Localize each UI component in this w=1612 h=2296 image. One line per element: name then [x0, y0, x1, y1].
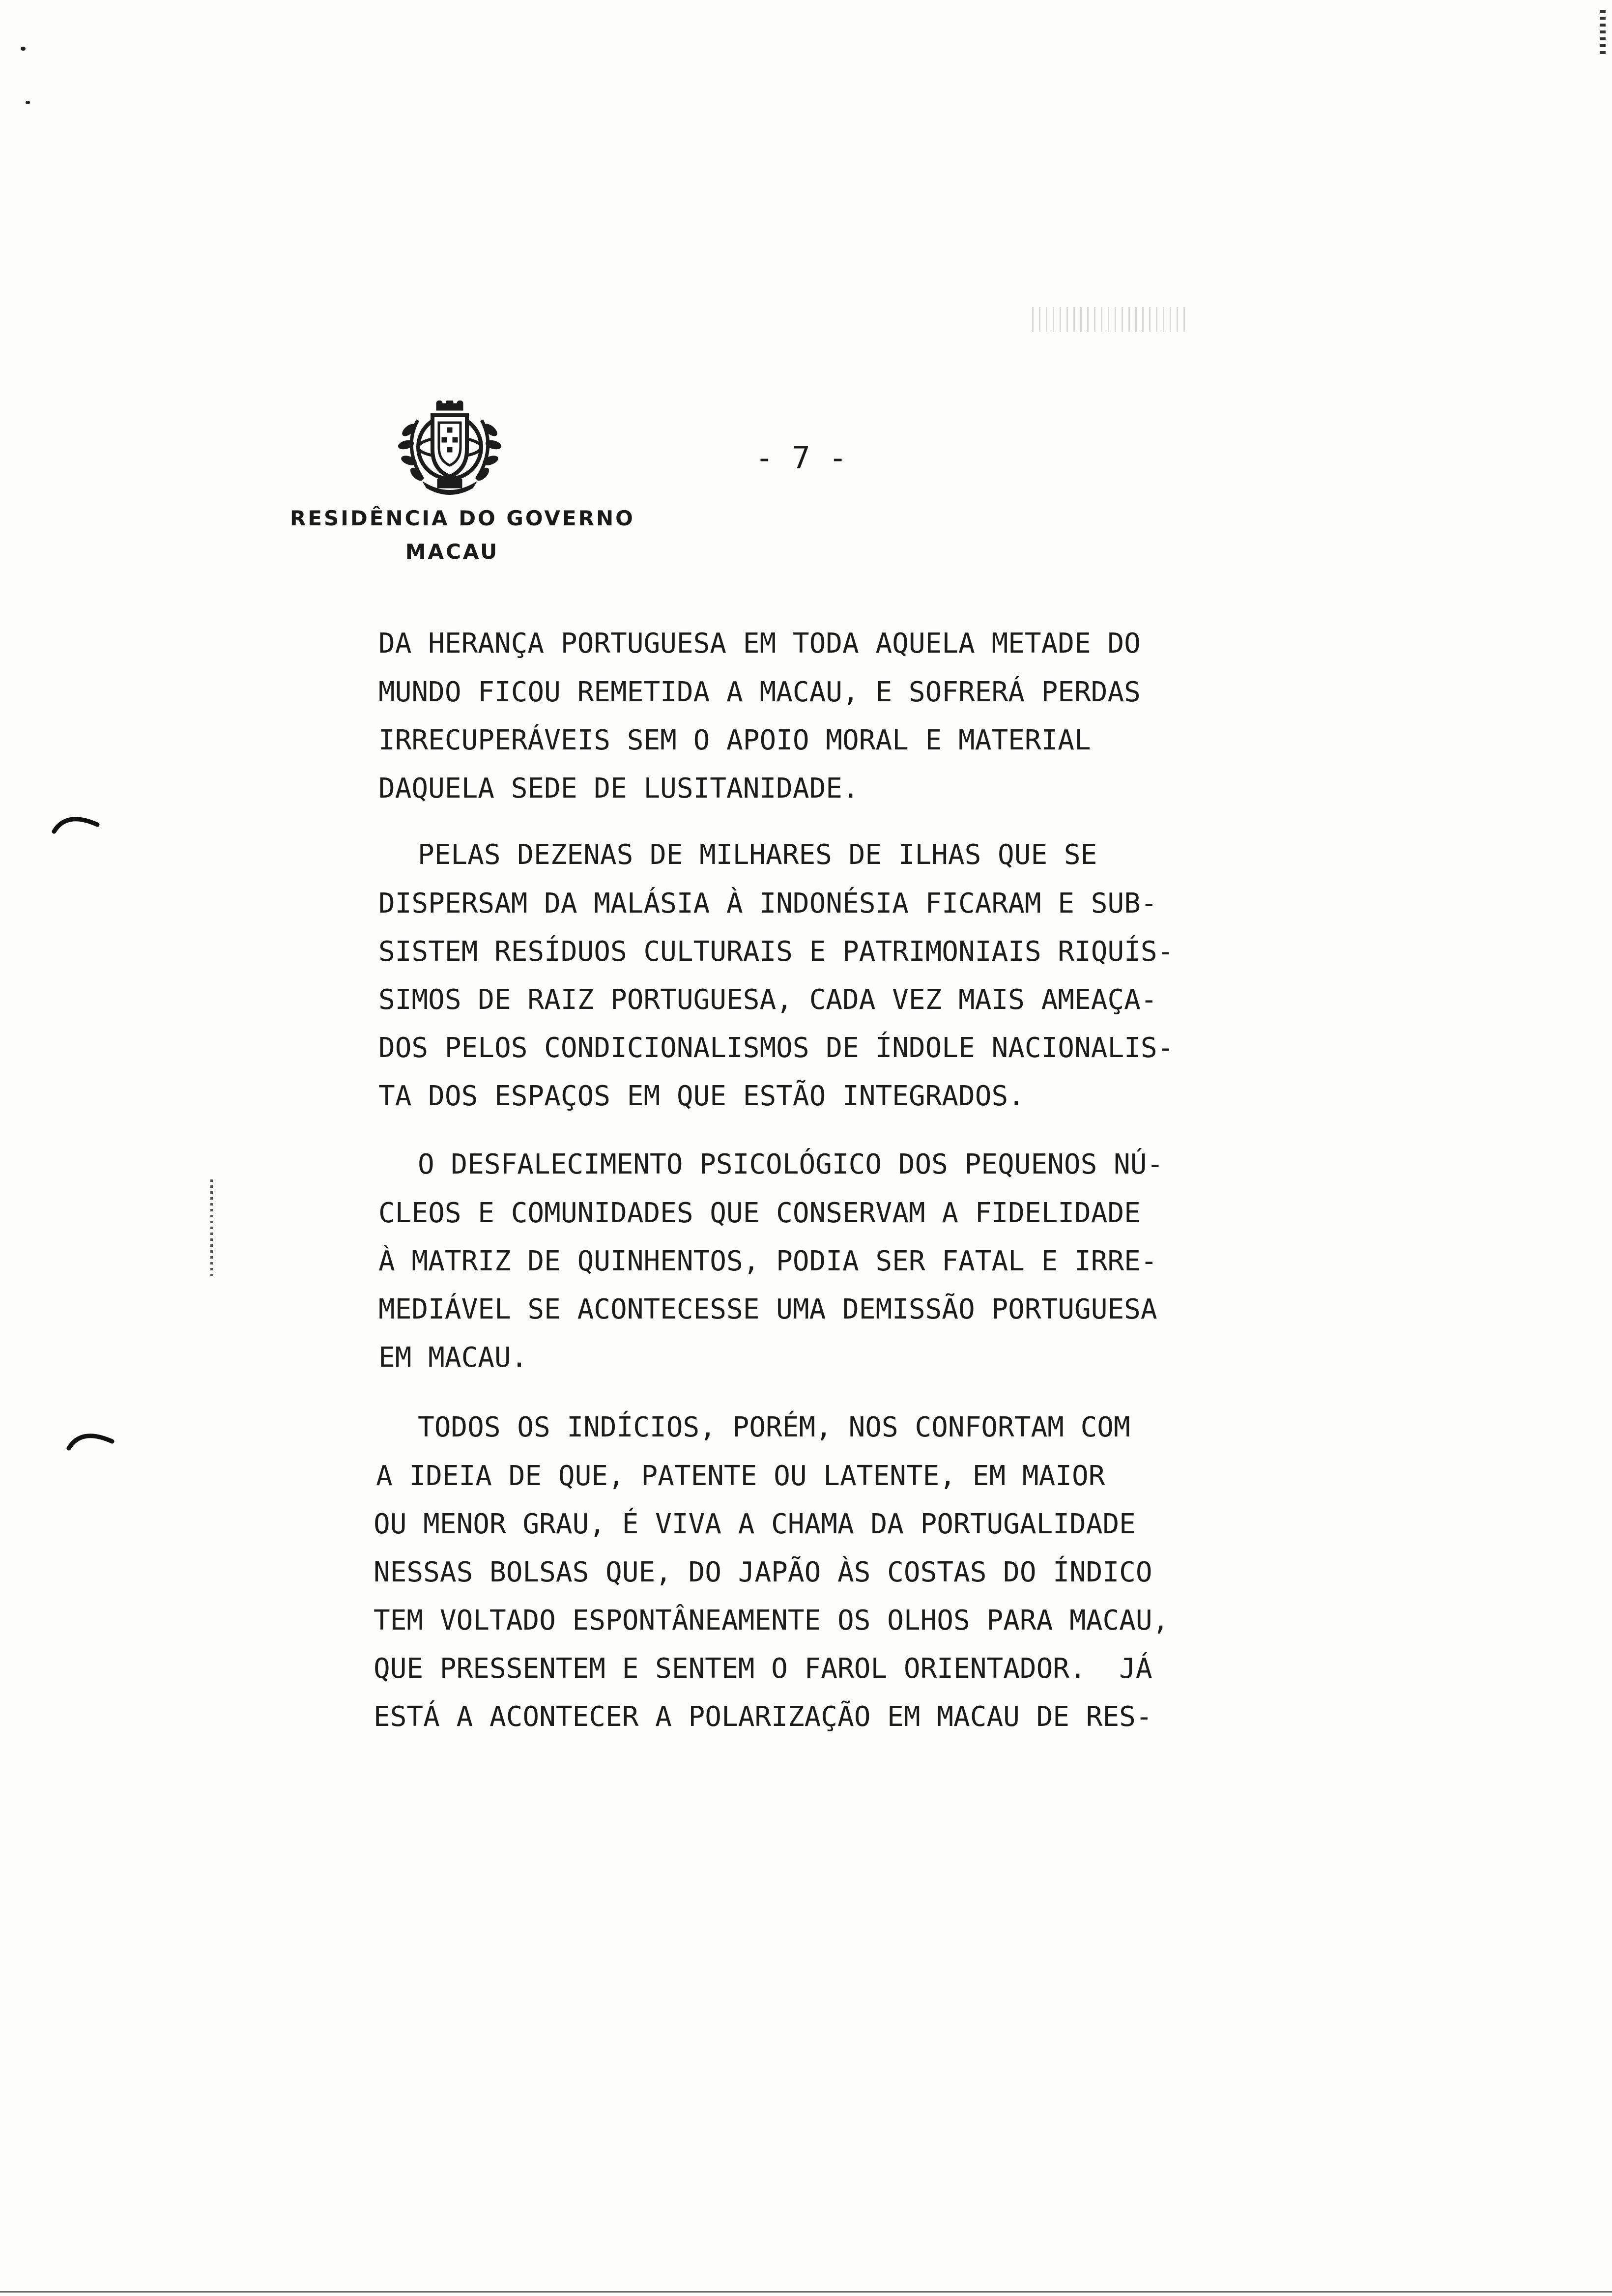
text-line: EM MACAU. [378, 1342, 528, 1374]
text-line: À MATRIZ DE QUINHENTOS, PODIA SER FATAL E IRRE- [378, 1245, 1157, 1277]
text-line: MEDIÁVEL SE ACONTECESSE UMA DEMISSÃO PORTUGUESA [378, 1293, 1157, 1325]
scan-speck [26, 101, 30, 104]
text-line: O DESFALECIMENTO PSICOLÓGICO DOS PEQUENOS NÚ- [418, 1148, 1164, 1180]
text-line: SISTEM RESÍDUOS CULTURAIS E PATRIMONIAIS RIQUÍS- [378, 936, 1174, 968]
text-line: DISPERSAM DA MALÁSIA À INDONÉSIA FICARAM E SUB- [378, 888, 1157, 919]
text-line: IRRECUPERÁVEIS SEM O APOIO MORAL E MATERIAL [378, 724, 1091, 756]
scan-speck [21, 47, 26, 51]
text-line: MUNDO FICOU REMETIDA A MACAU, E SOFRERÁ PERDAS [378, 676, 1141, 708]
text-line: DA HERANÇA PORTUGUESA EM TODA AQUELA METADE DO [378, 628, 1141, 660]
coat-of-arms-icon [388, 401, 511, 499]
text-line: TEM VOLTADO ESPONTÂNEAMENTE OS OLHOS PARA MACAU, [374, 1605, 1169, 1636]
punch-hole-mark-icon [64, 1423, 118, 1452]
text-line: TA DOS ESPAÇOS EM QUE ESTÃO INTEGRADOS. [378, 1080, 1025, 1112]
letterhead-city: MACAU [405, 540, 499, 564]
scan-speck [1032, 307, 1189, 332]
text-line: A IDEIA DE QUE, PATENTE OU LATENTE, EM MAIOR [376, 1460, 1105, 1492]
page-edge-line [0, 2291, 1612, 2293]
text-line: CLEOS E COMUNIDADES QUE CONSERVAM A FIDELIDADE [378, 1197, 1141, 1229]
text-line: ESTÁ A ACONTECER A POLARIZAÇÃO EM MACAU DE RES- [374, 1701, 1152, 1733]
letterhead-title: RESIDÊNCIA DO GOVERNO [290, 506, 635, 530]
text-line: DAQUELA SEDE DE LUSITANIDADE. [378, 773, 859, 804]
text-line: SIMOS DE RAIZ PORTUGUESA, CADA VEZ MAIS AMEAÇA- [378, 984, 1157, 1016]
punch-hole-mark-icon [49, 806, 103, 835]
scan-speck [1600, 10, 1606, 54]
text-line: PELAS DEZENAS DE MILHARES DE ILHAS QUE SE [418, 839, 1097, 871]
text-line: NESSAS BOLSAS QUE, DO JAPÃO ÀS COSTAS DO ÍNDICO [374, 1556, 1152, 1588]
text-line: TODOS OS INDÍCIOS, PORÉM, NOS CONFORTAM COM [418, 1411, 1130, 1443]
text-line: DOS PELOS CONDICIONALISMOS DE ÍNDOLE NACIONALIS- [378, 1032, 1174, 1064]
text-line: QUE PRESSENTEM E SENTEM O FAROL ORIENTADOR. JÁ [374, 1653, 1152, 1685]
scan-speck [210, 1179, 213, 1278]
page-number: - 7 - [755, 440, 847, 476]
text-line: OU MENOR GRAU, É VIVA A CHAMA DA PORTUGALIDADE [374, 1508, 1136, 1540]
